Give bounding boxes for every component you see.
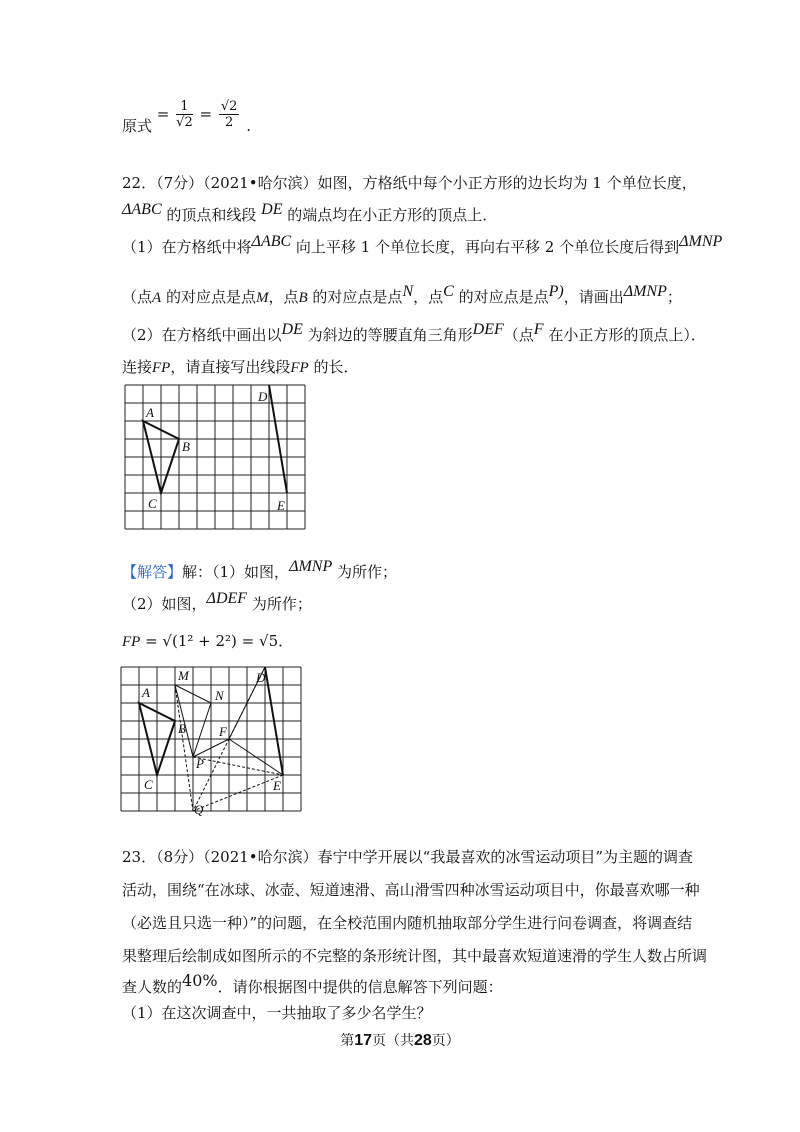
label-e: E [277, 498, 285, 513]
q23-l5c: ．请你根据图中提供的信息解答下列问题： [217, 978, 503, 996]
sol21-den1: √2 [176, 115, 193, 130]
q22-p1i: ，点 [268, 288, 299, 306]
q22-p1m: ，点 [413, 288, 444, 306]
q22-head: 22．（7分）（2021•哈尔滨）如图，方格纸中每个小正方形的边长均为 1 个单位长度， [122, 174, 697, 192]
q23-percent: 40% [182, 971, 218, 990]
answer-a1a: 解：（1）如图， [182, 563, 290, 581]
label-b: B [182, 439, 190, 454]
sol21-end: . [246, 117, 251, 135]
q22-p2d: DEF [472, 321, 504, 338]
q22-p2j: ，请直接写出线段 [170, 358, 291, 376]
q22-p1g: 的对应点是点 [161, 288, 256, 306]
q22-p1r: ΔMNP [623, 283, 667, 300]
label-c: C [148, 496, 157, 511]
answer-a2a: （2）如图， [122, 595, 207, 613]
figure-2-grid [120, 666, 310, 816]
figure-1-grid [124, 384, 314, 532]
label-a: A [142, 685, 150, 700]
q22-p2b: DE [281, 321, 303, 338]
q22-p1h: M [255, 290, 269, 306]
label-m: M [178, 668, 189, 683]
sol21-eq2: = [199, 105, 213, 123]
q22-p2e: （点 [503, 326, 534, 344]
label-e: E [273, 778, 281, 793]
label-b: B [178, 721, 186, 736]
q22-l2d: 的端点均在小正方形的顶点上． [282, 206, 498, 224]
q22-p1p: P) [548, 283, 564, 300]
answer-mnp: ΔMNP [289, 558, 333, 575]
q22-p1o: 的对应点是点 [453, 288, 549, 306]
answer-line2 [122, 590, 312, 614]
answer-a3c: ． [278, 632, 294, 650]
sol21-frac2 [219, 100, 240, 130]
answer-line1 [122, 558, 398, 582]
label-a: A [146, 405, 154, 420]
q22-p1d: ΔMNP [679, 233, 723, 250]
page-footer [0, 1030, 800, 1050]
q23-line2: 活动，围绕“在冰球、冰壶、短道速滑、高山滑雪四种冰雪运动项目中，你最喜欢哪一种 [122, 881, 700, 899]
sol21-frac1 [176, 100, 193, 130]
sol21-prefix: 原式 [122, 117, 153, 135]
footer-c: 页） [431, 1033, 460, 1049]
q22-part1-cont [122, 283, 682, 307]
label-n: N [215, 688, 224, 703]
label-p: P [196, 756, 204, 771]
q22-abc: ΔABC [122, 201, 162, 218]
footer-b: 页（共 [372, 1033, 414, 1049]
q22-p2k: FP [290, 360, 309, 376]
q22-p1b: ΔABC [251, 233, 292, 250]
q23-line5 [122, 971, 503, 997]
label-f: F [219, 724, 227, 739]
q23-line1: 23．（8分）（2021•哈尔滨）春宁中学开展以“我最喜欢的冰雪运动项目”为主题的调查 [122, 848, 693, 866]
q22-part1 [122, 233, 723, 257]
sol21-line [122, 99, 251, 142]
answer-tag: 【解答】 [122, 563, 183, 581]
sol21-num1: 1 [176, 100, 193, 115]
q22-p2i: FP [152, 360, 171, 376]
q22-de: DE [261, 201, 283, 218]
q22-part2-cont [122, 356, 358, 377]
q23-l5a: 查人数的 [122, 978, 183, 996]
answer-a2c: 为所作； [247, 595, 312, 613]
q22-p2a: （2）在方格纸中画出以 [122, 326, 282, 344]
q22-p1s: ； [666, 288, 682, 306]
page-total: 28 [414, 1032, 432, 1049]
label-d: D [258, 389, 268, 404]
q22-p2h: 连接 [122, 358, 153, 376]
q22-p2c: 为斜边的等腰直角三角形 [302, 326, 473, 344]
label-q: Q [194, 802, 204, 816]
page-number: 17 [354, 1032, 372, 1049]
answer-def: ΔDEF [206, 590, 248, 607]
answer-fp: FP [122, 634, 141, 650]
label-c: C [144, 777, 153, 792]
q22-p1k: 的对应点是点 [307, 288, 403, 306]
q22-p2f: F [533, 321, 544, 338]
q22-p1a: （1）在方格纸中将 [122, 238, 252, 256]
q22-p1n: C [443, 283, 454, 300]
q22-p2g: 在小正方形的顶点上）． [543, 326, 706, 344]
label-d: D [256, 670, 266, 685]
q22-p1f: A [152, 290, 162, 306]
q22-line2 [122, 201, 498, 225]
q22-part2 [122, 321, 706, 345]
answer-a1c: 为所作； [332, 563, 398, 581]
sol21-den2: 2 [225, 115, 234, 130]
q22-p1c: 向上平移 1 个单位长度，再向右平移 2 个单位长度后得到 [291, 238, 680, 256]
q22-p1j: B [298, 290, 308, 306]
footer-a: 第 [340, 1033, 355, 1049]
answer-formula: = √(1² + 2²) = √5 [140, 632, 279, 650]
q22-p1q: ，请画出 [563, 288, 624, 306]
q22-p2l: 的长． [308, 358, 359, 376]
q23-line3: （必选且只选一种）”的问题，在全校范围内随机抽取部分学生进行问卷调查，将调查结 [122, 914, 693, 932]
q22-p1e: （点 [122, 288, 153, 306]
q22-p1l: N [402, 283, 414, 300]
q23-line6: （1）在这次调查中，一共抽取了多少名学生？ [122, 1004, 432, 1022]
sol21-num2: √2 [220, 99, 238, 114]
q22-l2b: 的顶点和线段 [161, 206, 262, 224]
answer-line3 [122, 630, 293, 651]
sol21-eq: = [156, 105, 170, 123]
q23-line4: 果整理后绘制成如图所示的不完整的条形统计图，其中最喜欢短道速滑的学生人数占所调 [122, 947, 708, 965]
